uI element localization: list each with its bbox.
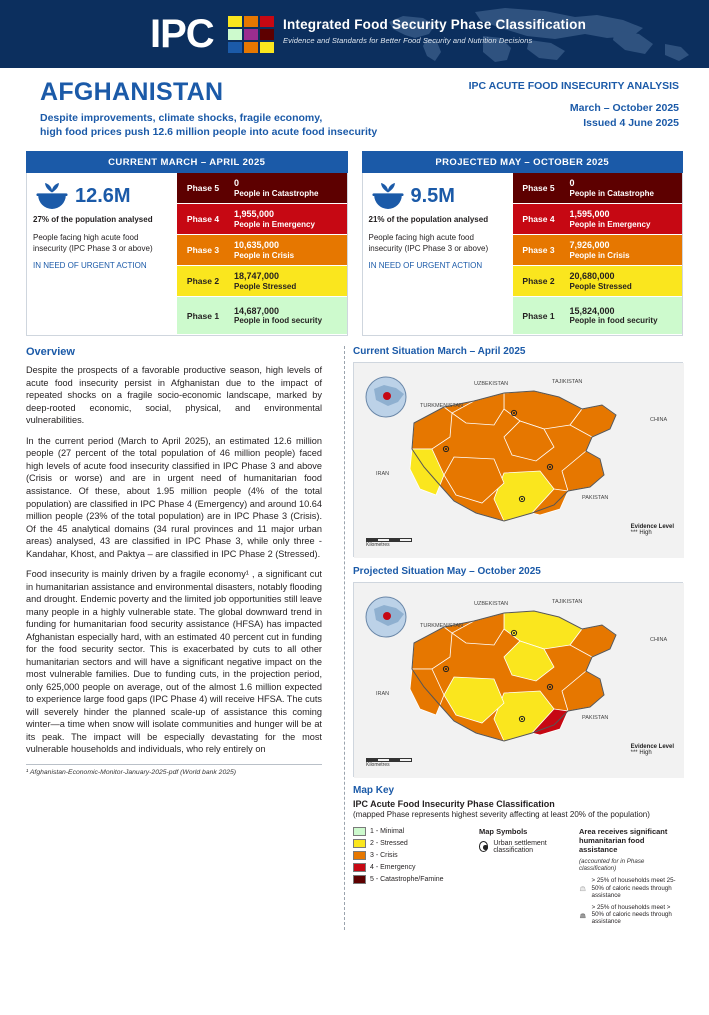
tagline-line-1: Despite improvements, climate shocks, fragile economy,	[40, 112, 323, 124]
phase-label: Phase 2	[177, 266, 229, 297]
scale-unit: Kilometres	[366, 542, 390, 549]
panel-current	[26, 151, 348, 336]
svg-text:CHINA: CHINA	[650, 417, 668, 424]
phase-swatch	[353, 863, 366, 872]
map-key-subtitle: (mapped Phase represents highest severity affecting at least 20% of the population)	[353, 810, 650, 820]
phase-label: Phase 3	[177, 235, 229, 266]
phase-label: Phase 1	[513, 297, 565, 335]
phase-row	[513, 297, 683, 335]
projected-situation-map	[353, 582, 683, 777]
phase-label: Phase 4	[513, 204, 565, 235]
evidence-stars: ***	[630, 750, 638, 757]
svg-text:PAKISTAN: PAKISTAN	[582, 715, 609, 722]
panel-projected-urgent: IN NEED OF URGENT ACTION	[368, 261, 483, 271]
phase-row	[513, 204, 683, 235]
phase-label: Phase 5	[177, 173, 229, 204]
analysis-type: IPC ACUTE FOOD INSECURITY ANALYSIS	[468, 80, 679, 92]
phase-row	[177, 235, 347, 266]
key-row	[353, 875, 471, 884]
phase-key-label: 2 - Stressed	[370, 839, 408, 847]
phase-swatch	[353, 875, 366, 884]
footnote-text: ¹ Afghanistan-Economic-Monitor-January-2025-pdf (World bank 2025)	[26, 768, 237, 776]
phase-row	[513, 266, 683, 297]
phase-key-label: 4 - Emergency	[370, 863, 416, 871]
panel-projected-facing: People facing high acute food insecurity (IPC Phase 3 or above)	[368, 232, 489, 253]
panel-current-heading: CURRENT MARCH – APRIL 2025	[26, 151, 348, 173]
assistance-row	[579, 904, 683, 926]
phase-key-label: 5 - Catastrophe/Famine	[370, 875, 444, 883]
panel-current-pct: 27% of the population analysed	[33, 215, 153, 225]
key-row	[353, 827, 471, 836]
overview-paragraph-2: In the current period (March to April 2025), an estimated 12.6 million people (27 percent of the total population of 46 million people) faced high levels of acute food insecurity classified in IPC Phase 3 and above (Crisis or worse) and are in urgent need of humanitarian food assistance. Of these, about 1.95 million people (4% of the total population) are classified in IPC Phase 4 (Emergency) and around 10.64 million people (23% of the total population) are in IPC Phase 3 (Crisis). Of the 45 analytical domains (34 rural provinces and 11 major urban areas) analysed, 43 are classified in IPC Phase 3, while only three - Kandahar, Khost, and Paktya – are classified in IPC Phase 2 (Stressed).	[26, 435, 322, 559]
urban-settlement-icon	[479, 841, 488, 852]
urban-settlement-label: Urban settlement classification	[493, 839, 547, 854]
panel-current-facing: People facing high acute food insecurity (IPC Phase 3 or above)	[33, 232, 153, 253]
svg-text:CHINA: CHINA	[650, 637, 668, 644]
phase-row	[513, 173, 683, 204]
phase-desc: People in Emergency	[234, 219, 315, 229]
phase-row	[177, 266, 347, 297]
assistance-heading: Area receives significant humanitarian food assistance	[579, 826, 668, 854]
evidence-value: High	[639, 530, 652, 537]
svg-text:TAJIKISTAN: TAJIKISTAN	[552, 379, 583, 386]
tagline-line-2: high food prices push 12.6 million people into acute food insecurity	[40, 126, 378, 139]
assistance-note: (accounted for in Phase classification)	[579, 857, 645, 873]
key-row	[353, 851, 471, 860]
panel-current-total: 12.6M	[75, 184, 131, 207]
overview-heading: Overview	[26, 346, 75, 359]
phase-desc: People Stressed	[234, 281, 297, 291]
phase-desc: People in Catastrophe	[569, 188, 654, 198]
phase-desc: People in Emergency	[569, 219, 651, 229]
phase-label: Phase 5	[513, 173, 565, 204]
overview-paragraph-3: Food insecurity is mainly driven by a fragile economy¹ , a significant cut in humanitarian assistance and environmental disasters, notably flooding and drought. Endemic poverty and the limited job opportunities still leave many people in a highly vulnerable state. The global downward trend in funding for humanitarian food security assistance (HFSA) has impacted Afghanistan especially hard, with an estimated 40 percent cut in funding for the food security sector. This is exacerbated by cuts to all other humanitarian sectors and will have a significant negative impact on the most vulnerable families. Due to funding cuts, in the projection period, only 625,000 people on average, out of the almost 1.6 million expected to experience large food gaps (IPC Phase 4) will receive HFSA. The cuts will severely hinder the planned scale-up of assistance this coming winter—a time when snow will isolate communities and hunger will be at its peak. The impact will be especially devastating for the most vulnerable households and individuals, who rely entirely on	[26, 569, 323, 755]
svg-text:UZBEKISTAN: UZBEKISTAN	[474, 381, 509, 388]
phase-desc: People Stressed	[569, 281, 632, 291]
ipc-logo-text: IPC	[150, 12, 214, 56]
world-map-graphic	[379, 0, 709, 68]
svg-text:TAJIKISTAN: TAJIKISTAN	[552, 599, 583, 606]
phase-row	[177, 204, 347, 235]
title-band	[0, 68, 709, 151]
phase-row	[177, 297, 347, 335]
phase-label: Phase 2	[513, 266, 565, 297]
current-situation-map	[353, 362, 683, 557]
evidence-label: Evidence Level	[630, 524, 674, 531]
phase-value: 18,747,000	[234, 271, 280, 282]
phase-desc: People in Crisis	[234, 250, 295, 260]
panel-current-phase-table	[177, 173, 347, 335]
food-bowl-icon	[33, 181, 71, 211]
panel-projected-total: 9.5M	[410, 184, 455, 207]
phase-value: 0	[569, 178, 575, 189]
phase-key-label: 3 - Crisis	[370, 851, 398, 859]
phase-value: 1,955,000	[234, 209, 275, 220]
phase-label: Phase 3	[513, 235, 565, 266]
projected-evidence-level	[631, 744, 674, 756]
map-key-symbols	[479, 827, 571, 930]
assistance-item-label: > 25% of households meet > 50% of caloric needs through assistance	[591, 903, 672, 926]
panel-projected	[362, 151, 684, 336]
phase-value: 15,824,000	[569, 305, 615, 316]
phase-value: 10,635,000	[234, 240, 280, 251]
phase-row	[513, 235, 683, 266]
evidence-stars: ***	[630, 530, 638, 537]
map-key-assistance	[579, 827, 683, 930]
map-key	[353, 785, 683, 930]
phase-key-label: 1 - Minimal	[370, 827, 405, 835]
map-key-title: IPC Acute Food Insecurity Phase Classification	[353, 799, 555, 810]
svg-text:UZBEKISTAN: UZBEKISTAN	[474, 601, 509, 608]
assistance-row	[579, 877, 683, 899]
site-header	[0, 0, 709, 68]
evidence-value: High	[639, 750, 652, 757]
phase-desc: People in food security	[234, 316, 323, 326]
phase-value: 20,680,000	[569, 271, 615, 282]
phase-label: Phase 1	[177, 297, 229, 335]
phase-desc: People in food security	[569, 316, 658, 326]
projected-map-heading: Projected Situation May – October 2025	[353, 566, 541, 578]
phase-panels	[0, 151, 709, 336]
analysis-period: March – October 2025	[569, 102, 679, 114]
key-row	[353, 839, 471, 848]
ipc-tagline: Evidence and Standards for Better Food Security and Nutrition Decisions	[283, 36, 533, 45]
svg-text:IRAN: IRAN	[376, 691, 390, 698]
overview-paragraph-1: Despite the prospects of a favorable productive season, high levels of acute food insecurity persist in Afghanistan due to the impact of repeated shocks on a fragile socio-economic landscape, marked by deep-rooted economic, social, physical, and environmental vulnerabilities.	[26, 365, 322, 426]
assistance-bag-icon-dark	[579, 907, 587, 923]
phase-desc: People in Catastrophe	[234, 188, 319, 198]
phase-value: 1,595,000	[569, 209, 610, 220]
panel-projected-phase-table	[513, 173, 683, 335]
current-scale-bar	[366, 538, 412, 548]
svg-text:TURKMENISTAN: TURKMENISTAN	[420, 403, 463, 410]
country-title: AFGHANISTAN	[40, 78, 224, 106]
panel-current-urgent: IN NEED OF URGENT ACTION	[33, 261, 147, 271]
analysis-issued: Issued 4 June 2025	[583, 117, 679, 130]
assistance-bag-icon-light	[579, 880, 587, 896]
scale-unit: Kilometres	[366, 762, 390, 769]
assistance-item-label: > 25% of households meet 25-50% of caloric needs through assistance	[591, 877, 676, 900]
current-evidence-level	[631, 524, 674, 536]
phase-swatch	[353, 851, 366, 860]
phase-swatch	[353, 827, 366, 836]
svg-text:PAKISTAN: PAKISTAN	[582, 495, 609, 502]
current-map-heading: Current Situation March – April 2025	[353, 346, 526, 358]
phase-label: Phase 4	[177, 204, 229, 235]
main-content	[0, 336, 709, 930]
phase-swatch	[353, 839, 366, 848]
evidence-label: Evidence Level	[630, 744, 674, 751]
panel-current-summary	[27, 173, 177, 335]
map-key-heading: Map Key	[353, 785, 395, 797]
map-symbols-heading: Map Symbols	[479, 826, 528, 836]
ipc-logo-squares	[228, 16, 274, 52]
maps-column	[353, 346, 683, 930]
column-divider	[344, 346, 345, 930]
food-bowl-icon	[369, 181, 407, 211]
projected-scale-bar	[366, 758, 412, 768]
map-key-phases	[353, 827, 471, 930]
ipc-full-title: Integrated Food Security Phase Classification	[283, 17, 587, 32]
panel-projected-summary	[363, 173, 513, 335]
panel-projected-heading: PROJECTED MAY – OCTOBER 2025	[362, 151, 684, 173]
phase-desc: People in Crisis	[569, 250, 630, 260]
overview-column	[26, 346, 336, 930]
footnote-divider	[26, 764, 322, 776]
key-row	[353, 863, 471, 872]
panel-projected-pct: 21% of the population analysed	[368, 215, 489, 225]
phase-value: 0	[234, 178, 240, 189]
phase-value: 7,926,000	[569, 240, 610, 251]
analysis-dates	[570, 101, 679, 131]
svg-text:IRAN: IRAN	[376, 471, 390, 478]
phase-row	[177, 173, 347, 204]
phase-value: 14,687,000	[234, 305, 280, 316]
svg-text:TURKMENISTAN: TURKMENISTAN	[420, 623, 463, 630]
